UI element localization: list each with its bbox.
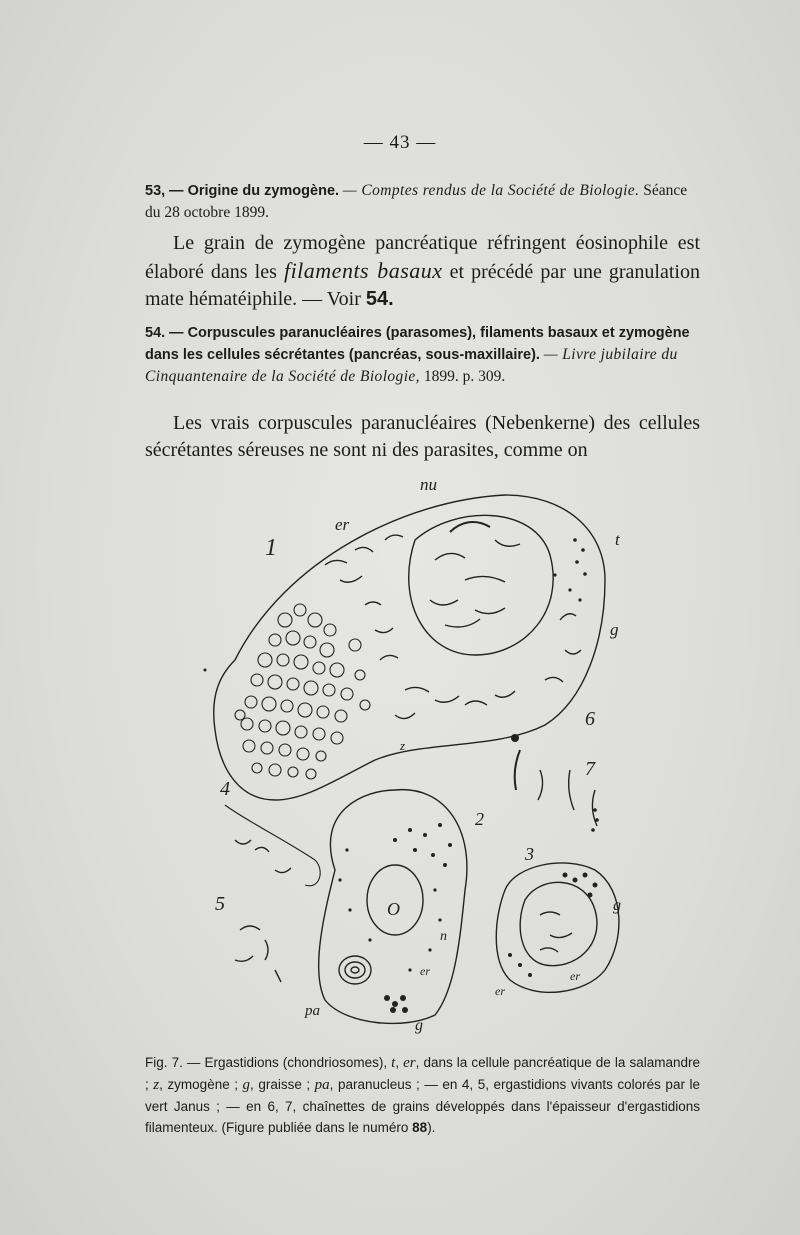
entry-54-date: 1899. p. 309.: [423, 368, 506, 385]
caption-fig-label: Fig. 7.: [145, 1055, 183, 1070]
label-g-cell2: g: [415, 1017, 423, 1034]
label-1: 1: [265, 535, 277, 561]
entry-53-source: — Comptes rendus de la Société de Biologie.: [342, 182, 640, 199]
label-er-3: er: [570, 969, 580, 983]
caption-end: ).: [427, 1120, 436, 1135]
label-er: er: [335, 515, 350, 534]
figure-7-illustration: [165, 470, 665, 1040]
label-er-2: er: [420, 964, 430, 978]
entry-54-number: 54.: [145, 325, 166, 341]
entry-54-heading: [145, 322, 700, 387]
entry-53-title: — Origine du zymogène.: [169, 183, 340, 199]
zymogen-granules: [235, 604, 370, 779]
entry-53-text-2: et précédé par une granulation mate hématéiphile. — Voir: [145, 261, 700, 310]
label-g-cell3: g: [613, 897, 621, 914]
caption-text-1: — Ergastidions (chondriosomes),: [182, 1055, 392, 1070]
caption-z: z: [153, 1077, 160, 1093]
caption-text-4: , graisse ;: [250, 1077, 315, 1092]
label-4: 4: [220, 778, 230, 800]
entry-54-text: Les vrais corpuscules paranucléaires (Nebenkerne) des cellules sécrétantes séreuses ne sont ni des parasites, comme on: [145, 412, 700, 461]
label-er-4: er: [495, 984, 505, 998]
caption-text-3: , zymogène ;: [159, 1077, 243, 1092]
label-3: 3: [525, 844, 534, 864]
entry-53-heading: [145, 180, 700, 223]
entry-54-source: — Livre jubilaire du Cinquantenaire de la Société de Biologie,: [145, 346, 678, 385]
caption-number: 88: [412, 1120, 428, 1135]
caption-g: g: [242, 1077, 251, 1093]
label-2: 2: [475, 809, 484, 829]
entry-53-paragraph: [145, 230, 700, 313]
stipple-dots: [204, 538, 599, 1013]
label-nu: nu: [420, 475, 437, 494]
caption-pa: pa: [314, 1077, 330, 1093]
caption-text-2: , dans la cellule pancréatique de la salamandre ;: [145, 1055, 700, 1092]
label-n: n: [440, 929, 447, 944]
entry-53-reference: 54.: [365, 288, 394, 310]
entry-53-text-1: Le grain de zymogène pancréatique réfringent éosinophile est élaboré dans les: [145, 232, 700, 283]
entry-53-date: Séance du 28 octobre 1899.: [145, 182, 688, 221]
cell-drawings: [165, 470, 665, 1040]
label-t: t: [615, 530, 620, 549]
page-number: — 43 —: [363, 132, 437, 153]
label-pa: pa: [305, 1003, 320, 1019]
caption-text-5: , paranucleus ; — en 4, 5, ergastidions vivants colorés par le vert Janus ; — en 6, 7, chaînettes de grains développés dans l'épaisseur d'ergastidions filamenteux. (Figure publiée dans le numéro: [145, 1077, 700, 1135]
entry-53-number: 53,: [145, 183, 166, 199]
entry-54-paragraph: [145, 410, 700, 464]
figure-caption: [145, 1052, 700, 1138]
caption-er: er: [403, 1055, 416, 1071]
label-6: 6: [585, 708, 595, 730]
label-5: 5: [215, 893, 225, 915]
label-z: z: [400, 738, 406, 753]
caption-comma: ,: [395, 1055, 404, 1070]
handwritten-insertion: filaments basaux: [283, 258, 443, 283]
label-g: g: [610, 620, 619, 639]
label-O: O: [387, 899, 400, 919]
caption-t: t: [391, 1055, 396, 1071]
entry-54-title: — Corpuscules paranucléaires (parasomes), filaments basaux et zymogène dans les cellules sécrétantes (pancréas, sous-maxillaire).: [145, 325, 690, 363]
cell-1-nucleus: [409, 515, 553, 655]
label-7: 7: [585, 758, 595, 780]
